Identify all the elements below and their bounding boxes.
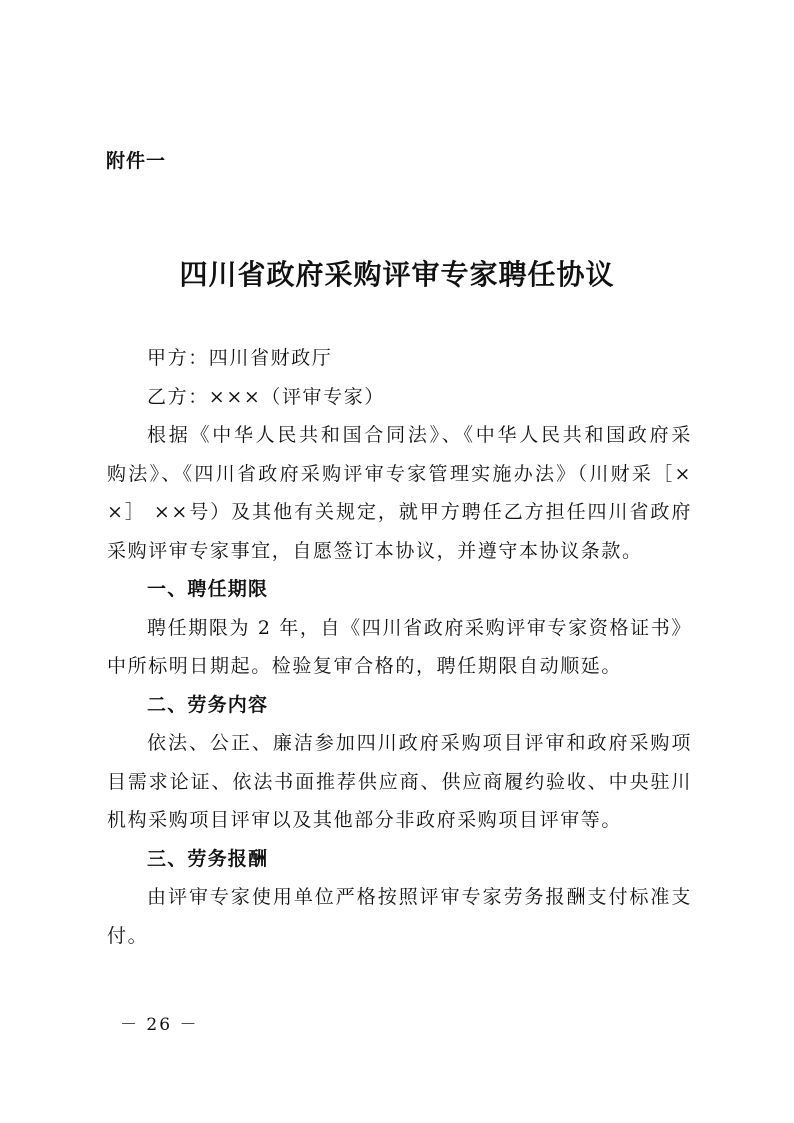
- section-duties-paragraph: [107, 724, 692, 840]
- party-a: 甲方：四川省财政厅: [147, 347, 333, 369]
- paragraph-line: 聘任期限为 2 年，自《四川省政府采购评审专家资格证书》: [147, 616, 692, 639]
- paragraph-line: 中所标明日期起。检验复审合格的，聘任期限自动顺延。: [107, 655, 623, 677]
- section-term-paragraph: [107, 609, 692, 686]
- section-remuneration-paragraph: [107, 878, 692, 955]
- party-b: 乙方：×××（评审专家）: [147, 385, 385, 408]
- paragraph-line: 购法》、《四川省政府采购评审专家管理实施办法》（川财采［×: [107, 462, 692, 485]
- section-heading-term: 一、聘任期限: [147, 578, 269, 600]
- intro-paragraph: [107, 416, 692, 570]
- section-heading-duties: 二、劳务内容: [147, 693, 269, 716]
- page-number: － 26 －: [120, 1015, 199, 1035]
- attachment-label: 附件一: [106, 150, 167, 172]
- paragraph-line: 采购评审专家事宜，自愿签订本协议，并遵守本协议条款。: [107, 539, 643, 562]
- paragraph-line: 依法、公正、廉洁参加四川政府采购项目评审和政府采购项: [147, 732, 692, 754]
- section-heading-remuneration: 三、劳务报酬: [147, 847, 269, 870]
- paragraph-line: ×］ ××号）及其他有关规定，就甲方聘任乙方担任四川省政府: [107, 501, 692, 523]
- paragraph-line: 付。: [107, 924, 149, 947]
- paragraph-line: 机构采购项目评审以及其他部分非政府采购项目评审等。: [107, 809, 623, 831]
- document-body: [107, 339, 692, 955]
- document-title: 四川省政府采购评审专家聘任协议: [179, 258, 615, 291]
- paragraph-line: 目需求论证、依法书面推荐供应商、供应商履约验收、中央驻川: [107, 770, 692, 793]
- paragraph-line: 根据《中华人民共和国合同法》、《中华人民共和国政府采: [147, 424, 692, 446]
- paragraph-line: 由评审专家使用单位严格按照评审专家劳务报酬支付标准支: [147, 886, 692, 908]
